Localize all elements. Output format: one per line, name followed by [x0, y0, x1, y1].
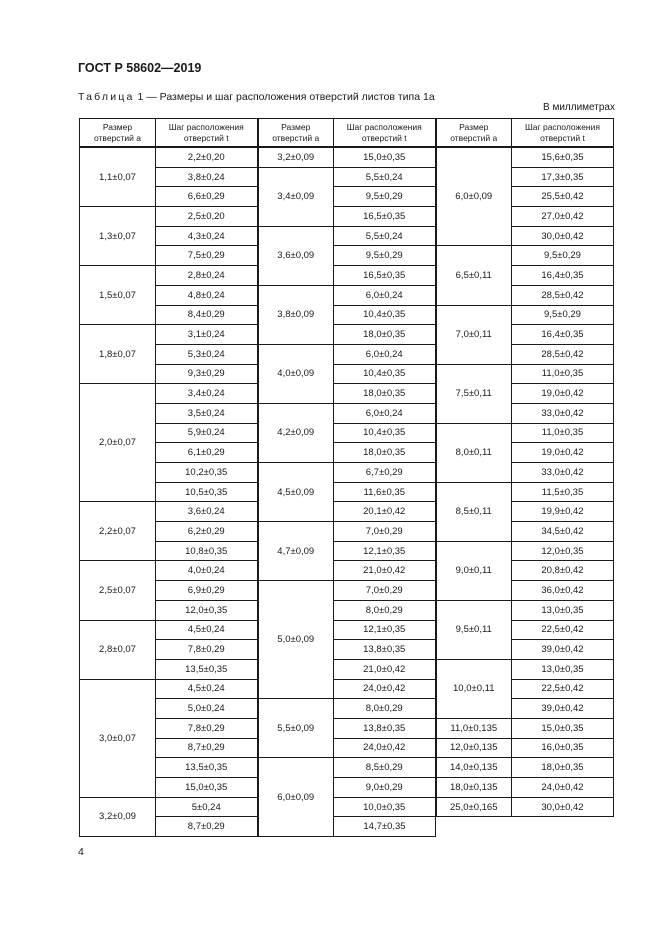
- hole-size-cell: 4,5±0,09: [258, 463, 334, 522]
- table-row: [80, 285, 614, 305]
- hole-size-cell: 5,5±0,09: [258, 699, 334, 758]
- table-body: [80, 147, 614, 837]
- hole-step-cell: 4,5±0,24: [156, 679, 258, 699]
- hole-size-cell: 2,0±0,07: [80, 384, 156, 502]
- hole-step-cell: 10,8±0,35: [156, 541, 258, 561]
- hole-size-cell: 9,0±0,11: [436, 541, 512, 600]
- hole-size-cell: 3,0±0,07: [80, 679, 156, 797]
- hole-step-cell: 3,1±0,24: [156, 325, 258, 345]
- hole-size-cell: 8,0±0,11: [436, 423, 512, 482]
- hole-size-cell: 1,3±0,07: [80, 207, 156, 266]
- hole-size-cell: 1,1±0,07: [80, 147, 156, 207]
- table-row: [80, 463, 614, 483]
- hole-step-cell: 22,5±0,42: [512, 620, 614, 640]
- hole-step-cell: 10,5±0,35: [156, 482, 258, 502]
- hole-step-cell: 6,0±0,24: [334, 285, 436, 305]
- hole-step-cell: 25,5±0,42: [512, 187, 614, 207]
- hole-size-cell: 1,5±0,07: [80, 266, 156, 325]
- hole-step-cell: 24,0±0,42: [512, 778, 614, 798]
- hole-step-cell: 8,4±0,29: [156, 305, 258, 325]
- hole-step-cell: 21,0±0,42: [334, 659, 436, 679]
- hole-step-cell: 12,0±0,35: [156, 600, 258, 620]
- hole-step-cell: 22,5±0,42: [512, 679, 614, 699]
- hole-step-cell: 3,5±0,24: [156, 403, 258, 423]
- hole-size-cell: 7,0±0,11: [436, 305, 512, 364]
- hole-size-table: [79, 118, 614, 837]
- hole-step-cell: 30,0±0,42: [512, 797, 614, 817]
- hole-size-cell: 6,0±0,09: [258, 758, 334, 837]
- hole-step-cell: 9,5±0,29: [334, 187, 436, 207]
- hole-size-cell: 2,8±0,07: [80, 620, 156, 679]
- hole-step-cell: 10,0±0,35: [334, 797, 436, 817]
- hole-step-cell: 16,0±0,35: [512, 738, 614, 758]
- hole-step-cell: 16,4±0,35: [512, 266, 614, 286]
- table-caption: [78, 91, 435, 103]
- hole-step-cell: 4,8±0,24: [156, 285, 258, 305]
- hole-step-cell: 28,5±0,42: [512, 344, 614, 364]
- hole-step-cell: 5,9±0,24: [156, 423, 258, 443]
- hole-size-cell: 18,0±0,135: [436, 778, 512, 798]
- hole-step-cell: 16,4±0,35: [512, 325, 614, 345]
- table-row: [80, 502, 614, 522]
- table-row: [80, 266, 614, 286]
- hole-step-cell: 7,0±0,29: [334, 581, 436, 601]
- hole-step-cell: 18,0±0,35: [334, 384, 436, 404]
- hole-size-cell: 10,0±0,11: [436, 659, 512, 718]
- table-row: [80, 679, 614, 699]
- hole-step-cell: 11,5±0,35: [512, 482, 614, 502]
- hole-step-cell: 10,2±0,35: [156, 463, 258, 483]
- hole-step-cell: 6,7±0,29: [334, 463, 436, 483]
- hole-step-cell: 7,0±0,29: [334, 522, 436, 542]
- hole-step-cell: 2,8±0,24: [156, 266, 258, 286]
- hole-size-cell: 3,2±0,09: [258, 147, 334, 167]
- hole-step-cell: 5,0±0,24: [156, 699, 258, 719]
- hole-step-cell: 6,2±0,29: [156, 522, 258, 542]
- table-row: [80, 167, 614, 187]
- hole-step-cell: 9,5±0,29: [512, 305, 614, 325]
- hole-step-cell: 20,8±0,42: [512, 561, 614, 581]
- hole-step-cell: 8,7±0,29: [156, 817, 258, 837]
- hole-step-cell: 20,1±0,42: [334, 502, 436, 522]
- hole-step-cell: 5,5±0,24: [334, 167, 436, 187]
- hole-size-cell: 3,2±0,09: [80, 797, 156, 836]
- hole-step-cell: 15,0±0,35: [156, 778, 258, 798]
- hole-step-cell: 16,5±0,35: [334, 207, 436, 227]
- hole-step-cell: 21,0±0,42: [334, 561, 436, 581]
- table-row: [80, 561, 614, 581]
- hole-size-cell: 11,0±0,135: [436, 718, 512, 738]
- hole-step-cell: 18,0±0,35: [334, 443, 436, 463]
- hole-step-cell: 9,0±0,29: [334, 778, 436, 798]
- table-row: [80, 187, 614, 207]
- units-note: В миллиметрах: [543, 102, 615, 113]
- table-row: [80, 384, 614, 404]
- hole-step-cell: 11,0±0,35: [512, 364, 614, 384]
- hole-size-cell: 6,5±0,11: [436, 246, 512, 305]
- hole-step-cell: 19,9±0,42: [512, 502, 614, 522]
- hole-step-cell: 11,6±0,35: [334, 482, 436, 502]
- hole-size-cell: 9,5±0,11: [436, 600, 512, 659]
- hole-step-cell: 5,5±0,24: [334, 226, 436, 246]
- hole-step-cell: 19,0±0,42: [512, 384, 614, 404]
- header-hole-size-3: Размер отверстий а: [436, 119, 512, 148]
- hole-step-cell: 5±0,24: [156, 797, 258, 817]
- hole-step-cell: 8,5±0,29: [334, 758, 436, 778]
- hole-step-cell: 10,4±0,35: [334, 364, 436, 384]
- header-hole-step-1: Шаг расположения отверстий t: [156, 119, 258, 148]
- page-number: 4: [78, 846, 84, 858]
- hole-size-cell: 6,0±0,09: [436, 147, 512, 246]
- hole-size-cell: 3,4±0,09: [258, 167, 334, 226]
- hole-step-cell: 16,5±0,35: [334, 266, 436, 286]
- hole-size-cell: 1,8±0,07: [80, 325, 156, 384]
- table-row: [80, 147, 614, 167]
- table-caption-prefix: Таблица: [78, 91, 135, 103]
- hole-step-cell: 6,6±0,29: [156, 187, 258, 207]
- hole-step-cell: 9,3±0,29: [156, 364, 258, 384]
- hole-size-cell: 4,0±0,09: [258, 344, 334, 403]
- hole-step-cell: 4,0±0,24: [156, 561, 258, 581]
- hole-step-cell: 33,0±0,42: [512, 463, 614, 483]
- hole-step-cell: 2,5±0,20: [156, 207, 258, 227]
- table-row: [80, 325, 614, 345]
- hole-step-cell: 3,8±0,24: [156, 167, 258, 187]
- hole-step-cell: 7,5±0,29: [156, 246, 258, 266]
- table-row: [80, 364, 614, 384]
- hole-step-cell: 17,3±0,35: [512, 167, 614, 187]
- table-row: [80, 620, 614, 640]
- hole-step-cell: 12,1±0,35: [334, 620, 436, 640]
- hole-step-cell: 5,3±0,24: [156, 344, 258, 364]
- header-hole-size-1: Размер отверстий а: [80, 119, 156, 148]
- hole-step-cell: 13,5±0,35: [156, 659, 258, 679]
- table-row: [80, 817, 614, 837]
- table-row: [80, 226, 614, 246]
- hole-step-cell: 10,4±0,35: [334, 305, 436, 325]
- table-caption-text: 1 — Размеры и шаг расположения отверстий листов типа 1а: [134, 91, 435, 103]
- table-row: [80, 600, 614, 620]
- hole-step-cell: 9,5±0,29: [512, 246, 614, 266]
- hole-step-cell: 6,1±0,29: [156, 443, 258, 463]
- table-row: [80, 758, 614, 778]
- hole-step-cell: 30,0±0,42: [512, 226, 614, 246]
- hole-step-cell: 9,5±0,29: [334, 246, 436, 266]
- hole-step-cell: 39,0±0,42: [512, 640, 614, 660]
- table-row: [80, 423, 614, 443]
- hole-step-cell: 6,0±0,24: [334, 344, 436, 364]
- hole-step-cell: 12,0±0,35: [512, 541, 614, 561]
- hole-size-cell: 14,0±0,135: [436, 758, 512, 778]
- hole-size-cell: 12,0±0,135: [436, 738, 512, 758]
- hole-step-cell: 33,0±0,42: [512, 403, 614, 423]
- hole-step-cell: 19,0±0,42: [512, 443, 614, 463]
- hole-step-cell: 11,0±0,35: [512, 423, 614, 443]
- hole-step-cell: 18,0±0,35: [512, 758, 614, 778]
- hole-step-cell: 7,8±0,29: [156, 640, 258, 660]
- hole-size-cell: 4,7±0,09: [258, 522, 334, 581]
- table-row: [80, 246, 614, 266]
- hole-step-cell: 18,0±0,35: [334, 325, 436, 345]
- hole-step-cell: 24,0±0,42: [334, 738, 436, 758]
- hole-step-cell: 12,1±0,35: [334, 541, 436, 561]
- table-row: [80, 699, 614, 719]
- hole-step-cell: 8,7±0,29: [156, 738, 258, 758]
- table-row: [80, 797, 614, 817]
- hole-size-cell: 3,8±0,09: [258, 285, 334, 344]
- table-row: [80, 718, 614, 738]
- hole-step-cell: 13,8±0,35: [334, 640, 436, 660]
- table-row: [80, 522, 614, 542]
- hole-step-cell: 15,6±0,35: [512, 147, 614, 167]
- hole-step-cell: 13,0±0,35: [512, 600, 614, 620]
- hole-step-cell: 13,8±0,35: [334, 718, 436, 738]
- hole-size-cell: 7,5±0,11: [436, 364, 512, 423]
- table-row: [80, 344, 614, 364]
- hole-step-cell: 4,5±0,24: [156, 620, 258, 640]
- hole-size-cell: 8,5±0,11: [436, 482, 512, 541]
- table-row: [80, 541, 614, 561]
- table-row: [80, 640, 614, 660]
- table-row: [80, 443, 614, 463]
- hole-step-cell: 39,0±0,42: [512, 699, 614, 719]
- hole-step-cell: 3,4±0,24: [156, 384, 258, 404]
- header-hole-size-2: Размер отверстий а: [258, 119, 334, 148]
- table-row: [80, 305, 614, 325]
- hole-step-cell: 6,0±0,24: [334, 403, 436, 423]
- hole-step-cell: 24,0±0,42: [334, 679, 436, 699]
- hole-step-cell: 10,4±0,35: [334, 423, 436, 443]
- header-hole-step-2: Шаг расположения отверстий t: [334, 119, 436, 148]
- hole-step-cell: 15,0±0,35: [512, 718, 614, 738]
- table-row: [80, 482, 614, 502]
- hole-step-cell: 2,2±0,20: [156, 147, 258, 167]
- hole-step-cell: 4,3±0,24: [156, 226, 258, 246]
- table-row: [80, 581, 614, 601]
- hole-size-cell: 3,6±0,09: [258, 226, 334, 285]
- hole-step-cell: 13,5±0,35: [156, 758, 258, 778]
- hole-size-cell: 2,5±0,07: [80, 561, 156, 620]
- hole-step-cell: 8,0±0,29: [334, 699, 436, 719]
- header-hole-step-3: Шаг расположения отверстий t: [512, 119, 614, 148]
- hole-step-cell: 8,0±0,29: [334, 600, 436, 620]
- table-row: [80, 659, 614, 679]
- hole-step-cell: 27,0±0,42: [512, 207, 614, 227]
- table-row: [80, 403, 614, 423]
- hole-size-cell: 2,2±0,07: [80, 502, 156, 561]
- hole-step-cell: 6,9±0,29: [156, 581, 258, 601]
- hole-size-cell: 5,0±0,09: [258, 581, 334, 699]
- hole-step-cell: 34,5±0,42: [512, 522, 614, 542]
- hole-step-cell: 36,0±0,42: [512, 581, 614, 601]
- hole-size-cell: 4,2±0,09: [258, 403, 334, 462]
- document-title: ГОСТ Р 58602—2019: [78, 61, 202, 75]
- hole-step-cell: 28,5±0,42: [512, 285, 614, 305]
- table-row: [80, 778, 614, 798]
- hole-step-cell: 15,0±0,35: [334, 147, 436, 167]
- table-row: [80, 738, 614, 758]
- table-row: [80, 207, 614, 227]
- hole-step-cell: 7,8±0,29: [156, 718, 258, 738]
- hole-step-cell: 14,7±0,35: [334, 817, 436, 837]
- hole-size-cell: 25,0±0,165: [436, 797, 512, 817]
- hole-step-cell: 3,6±0,24: [156, 502, 258, 522]
- hole-step-cell: 13,0±0,35: [512, 659, 614, 679]
- table-header-row: [80, 119, 614, 148]
